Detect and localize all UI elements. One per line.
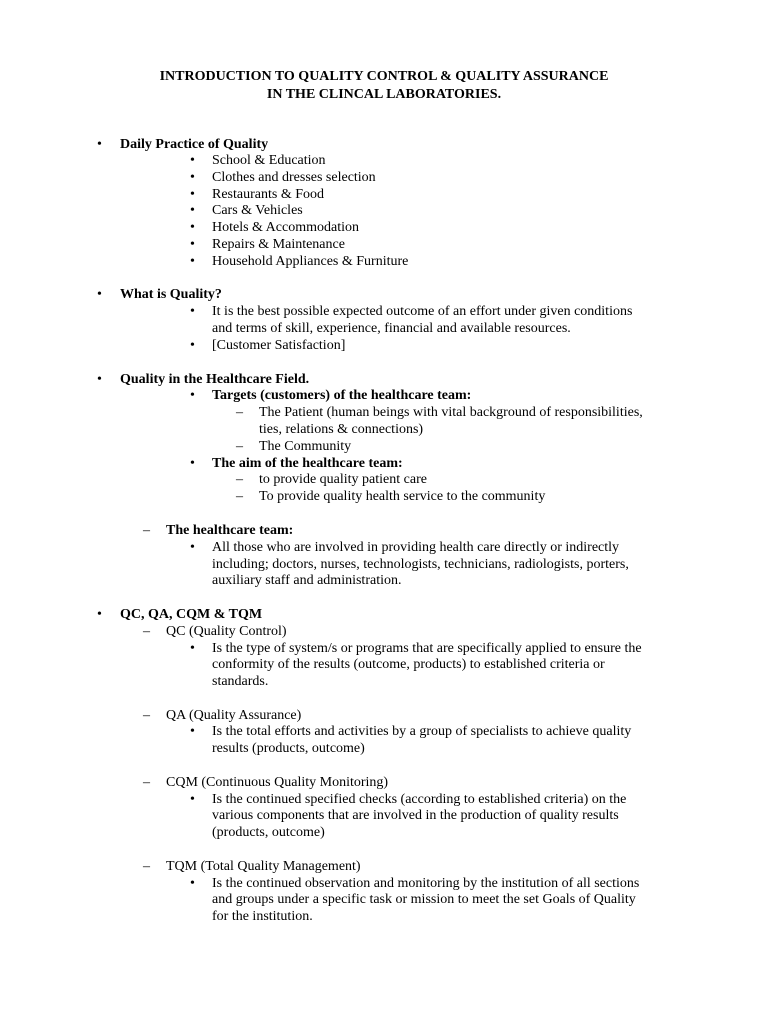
bullet-marker: • — [190, 456, 195, 471]
document-title-line-1: INTRODUCTION TO QUALITY CONTROL & QUALITY ASSURANCE — [159, 69, 609, 84]
qc-title: QC (Quality Control) — [166, 624, 287, 639]
dash-marker: – — [143, 859, 150, 874]
bullet-marker: • — [97, 607, 102, 622]
aim-item: to provide quality patient care — [259, 472, 427, 487]
dash-marker: – — [236, 489, 243, 504]
bullet-marker: • — [190, 254, 195, 269]
cqm-title: CQM (Continuous Quality Monitoring) — [166, 775, 389, 790]
bullet-marker: • — [190, 304, 195, 319]
dash-marker: – — [236, 472, 243, 487]
qa-description-line-2: results (products, outcome) — [212, 741, 365, 756]
subheading-aim: The aim of the healthcare team: — [212, 456, 403, 471]
dash-marker: – — [236, 439, 243, 454]
team-description-line-2: including; doctors, nurses, technologists, technicians, radiologists, porters, — [212, 557, 629, 572]
subheading-targets: Targets (customers) of the healthcare team: — [212, 388, 472, 403]
list-item: Hotels & Accommodation — [212, 220, 359, 235]
list-item: Clothes and dresses selection — [212, 170, 376, 185]
qa-description-line-1: Is the total efforts and activities by a group of specialists to achieve quality — [212, 724, 632, 739]
quality-definition-line-1: It is the best possible expected outcome of an effort under given conditions — [212, 304, 633, 319]
bullet-marker: • — [190, 220, 195, 235]
qc-description-line-1: Is the type of system/s or programs that are specifically applied to ensure the — [212, 641, 642, 656]
subheading-healthcare-team: The healthcare team: — [166, 523, 294, 538]
quality-definition-line-2: and terms of skill, experience, financial and available resources. — [212, 321, 571, 336]
bullet-marker: • — [190, 724, 195, 739]
bullet-marker: • — [190, 388, 195, 403]
tqm-title: TQM (Total Quality Management) — [166, 859, 361, 874]
section-heading-healthcare: Quality in the Healthcare Field. — [120, 372, 310, 387]
dash-marker: – — [143, 708, 150, 723]
bullet-marker: • — [190, 153, 195, 168]
target-patient-line-1: The Patient (human beings with vital background of responsibilities, — [259, 405, 643, 420]
list-item: Household Appliances & Furniture — [212, 254, 409, 269]
section-heading-what-is-quality: What is Quality? — [120, 287, 222, 302]
list-item: Repairs & Maintenance — [212, 237, 345, 252]
tqm-description-line-2: and groups under a specific task or mission to meet the set Goals of Quality — [212, 892, 636, 907]
section-heading-daily-practice: Daily Practice of Quality — [120, 137, 269, 152]
target-community: The Community — [259, 439, 352, 454]
aim-item: To provide quality health service to the community — [259, 489, 546, 504]
dash-marker: – — [143, 523, 150, 538]
bullet-marker: • — [190, 170, 195, 185]
list-item: Restaurants & Food — [212, 187, 324, 202]
target-patient-line-2: ties, relations & connections) — [259, 422, 424, 437]
bullet-marker: • — [190, 540, 195, 555]
bullet-marker: • — [97, 137, 102, 152]
cqm-description-line-3: (products, outcome) — [212, 825, 325, 840]
bullet-marker: • — [190, 237, 195, 252]
customer-satisfaction-note: [Customer Satisfaction] — [212, 338, 346, 353]
qa-title: QA (Quality Assurance) — [166, 708, 302, 723]
tqm-description-line-3: for the institution. — [212, 909, 313, 924]
dash-marker: – — [143, 624, 150, 639]
bullet-marker: • — [190, 641, 195, 656]
qc-description-line-3: standards. — [212, 674, 269, 689]
document-title-line-2: IN THE CLINCAL LABORATORIES. — [266, 87, 502, 102]
bullet-marker: • — [190, 792, 195, 807]
list-item: Cars & Vehicles — [212, 203, 303, 218]
bullet-marker: • — [190, 187, 195, 202]
list-item: School & Education — [212, 153, 326, 168]
bullet-marker: • — [190, 338, 195, 353]
team-description-line-3: auxiliary staff and administration. — [212, 573, 402, 588]
cqm-description-line-1: Is the continued specified checks (according to established criteria) on the — [212, 792, 627, 807]
dash-marker: – — [236, 405, 243, 420]
bullet-marker: • — [190, 876, 195, 891]
team-description-line-1: All those who are involved in providing health care directly or indirectly — [212, 540, 620, 555]
cqm-description-line-2: various components that are involved in the production of quality results — [212, 808, 619, 823]
section-heading-qc-qa-cqm-tqm: QC, QA, CQM & TQM — [120, 607, 263, 622]
bullet-marker: • — [97, 287, 102, 302]
tqm-description-line-1: Is the continued observation and monitoring by the institution of all sections — [212, 876, 640, 891]
bullet-marker: • — [190, 203, 195, 218]
qc-description-line-2: conformity of the results (outcome, products) to established criteria or — [212, 657, 605, 672]
bullet-marker: • — [97, 372, 102, 387]
dash-marker: – — [143, 775, 150, 790]
